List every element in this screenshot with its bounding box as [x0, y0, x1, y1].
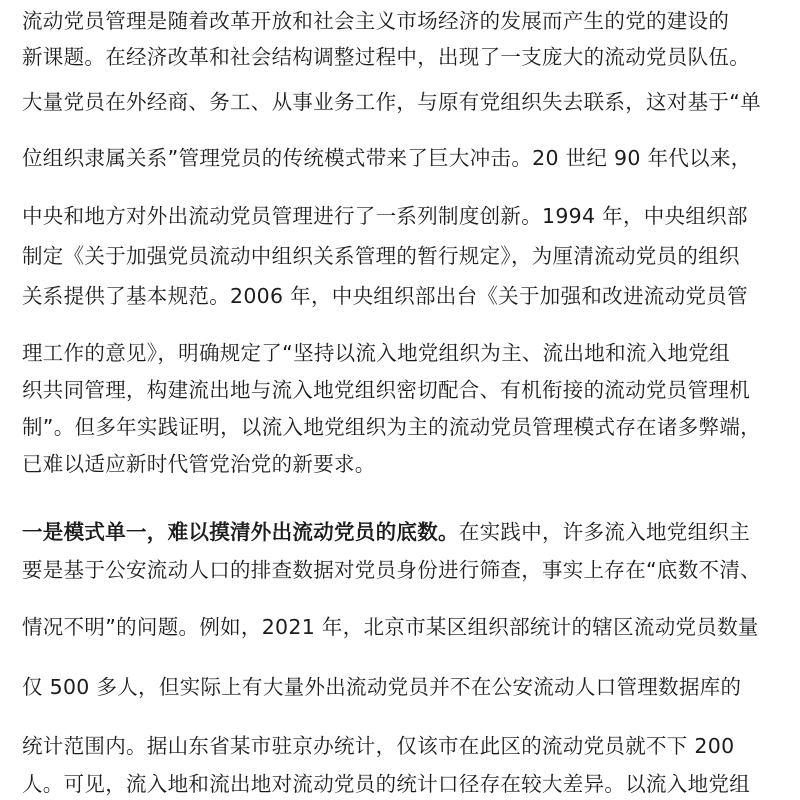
text-line: 位组织隶属关系”管理党员的传统模式带来了巨大冲击。20 世纪 90 年代以来， [22, 146, 752, 170]
text-line: 统计范围内。据山东省某市驻京办统计，仅该市在此区的流动党员就不下 200 [22, 734, 735, 758]
text-line: 已难以适应新时代管党治党的新要求。 [22, 452, 376, 476]
section-heading-continuation: 在实践中，许多流入地党组织主 [458, 520, 751, 544]
text-line: 理工作的意见》，明确规定了“坚持以流入地党组织为主、流出地和流入地党组 [22, 341, 730, 365]
text-line: 织共同管理，构建流出地与流入地党组织密切配合、有机衔接的流动党员管理机 [22, 378, 750, 402]
text-line: 新课题。在经济改革和社会结构调整过程中，出现了一支庞大的流动党员队伍。 [22, 45, 750, 69]
text-line: 关系提供了基本规范。2006 年，中央组织部出台《关于加强和改进流动党员管 [22, 284, 748, 308]
text-line: 制定《关于加强党员流动中组织关系管理的暂行规定》，为厘清流动党员的组织 [22, 244, 740, 268]
text-line: 要是基于公安流动人口的排查数据对党员身份进行筛查，事实上存在“底数不清、 [22, 558, 761, 582]
text-line: 流动党员管理是随着改革开放和社会主义市场经济的发展而产生的党的建设的 [22, 9, 730, 33]
text-line: 中央和地方对外出流动党员管理进行了一系列制度创新。1994 年，中央组织部 [22, 204, 748, 228]
section-heading: 一是模式单一，难以摸清外出流动党员的底数。 [22, 520, 459, 544]
text-line: 大量党员在外经商、务工、从事业务工作，与原有党组织失去联系，这对基于“单 [22, 90, 761, 114]
text-line: 人。可见，流入地和流出地对流动党员的统计口径存在较大差异。以流入地党组 [22, 772, 750, 796]
text-line: 情况不明”的问题。例如，2021 年，北京市某区组织部统计的辖区流动党员数量 [22, 615, 759, 639]
text-line: 制”。但多年实践证明，以流入地党组织为主的流动党员管理模式存在诸多弊端， [22, 415, 761, 439]
section-heading-line [22, 519, 780, 545]
text-line: 仅 500 多人，但实际上有大量外出流动党员并不在公安流动人口管理数据库的 [22, 675, 742, 699]
